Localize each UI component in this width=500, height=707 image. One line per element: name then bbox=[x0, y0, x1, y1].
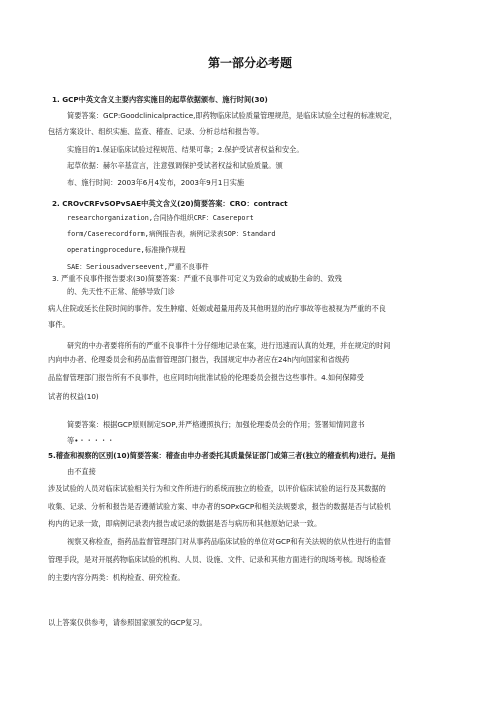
answer-line: 内向申办者、伦理委员会和药品监督管理部门报告，我国规定申办者应在24h内向国家和省级药 bbox=[48, 355, 350, 364]
answer-line: researchorganization,合同协作组织CRF：Casereport bbox=[67, 214, 254, 222]
question-4-heading: 试者的权益(10) bbox=[48, 392, 99, 401]
answer-line: 涉及试验的人员对临床试验相关行为和文件所进行的系统而独立的检查，以评价临床试验的运行及其数据的 bbox=[48, 484, 386, 493]
answer-line: 收集、记录、分析和报告是否遵循试验方案、申办者的SOPxGCP和相关法规要求，报告的数据是否与试验机 bbox=[48, 502, 391, 511]
answer-line: 视察又称检查，指药品监督管理部门对从事药品临床试验的单位对GCP和有关法规的依从性进行的监督 bbox=[67, 537, 391, 546]
answer-line: operatingprocedure,标准操作规程 bbox=[67, 246, 186, 254]
answer-line: 简要答案：GCP:Goodclinicalpractice,即药物临床试验质量管理规范，是临床试验全过程的标准规定， bbox=[67, 111, 397, 120]
answer-line: form/Caserecordform,病例报告表，病例记录表SOP：Standard bbox=[67, 230, 276, 238]
answer-line: 构内的记录一致，即病例记录表内报告或记录的数据是否与病历和其他原始记录一致。 bbox=[48, 519, 322, 528]
answer-line: 布、施行时间：2003年6月4发布，2003年9月1日实施 bbox=[67, 178, 245, 187]
question-2-heading: 2. CROvCRFvSOPvSAE中英文含义(20)简要答案：CRO：contract bbox=[52, 199, 288, 208]
question-3-heading: 3. 严重不良事件报告要求(30)简要答案：严重不良事件可定义为致命的或威胁生命的、致残 bbox=[52, 274, 342, 283]
answer-line: 事件。 bbox=[48, 320, 70, 329]
answer-line: 的、先天性不正常、能够导致门诊 bbox=[67, 287, 175, 296]
answer-line: 包括方案设计、组织实施、监查、稽查、记录、分析总结和报告等。 bbox=[48, 127, 264, 136]
answer-line: 病人住院或延长住院时间的事件。发生肿瘤、妊娠或超量用药及其他明显的治疗事故等也被视为严重的不良 bbox=[48, 304, 386, 313]
answer-line: 等•・・・・・ bbox=[67, 436, 115, 445]
answer-line: 研究的中办者要将所有的严重不良事件十分仔细地记录在案，进行迅速而认真的处理，并在规定的时间 bbox=[67, 341, 391, 350]
answer-line: 简要答案：根据GCP原则制定SOP,并严格遵照执行；加强伦理委员会的作用；签署知情同意书 bbox=[67, 420, 365, 429]
page-title: 第一部分必考题 bbox=[207, 56, 292, 70]
question-1-heading: 1. GCP中英文含义主要内容实施目的起草依据颁布、施行时间(30) bbox=[52, 95, 268, 104]
answer-line: 的主要内容分两类：机构检查、研究检查。 bbox=[48, 573, 185, 582]
answer-line: 实施目的1.保证临床试验过程规范、结果可靠；2.保护受试者权益和安全。 bbox=[67, 145, 304, 154]
answer-line: 管理手段，是对开展药物临床试验的机构、人员、设施、文件、记录和其他方面进行的现场考核。现场检查 bbox=[48, 555, 386, 564]
answer-line: 起草依据：赫尔辛基宣言，注意强调保护受试者权益和试验质量。颁 bbox=[67, 161, 283, 170]
answer-line: SAE：Seriousadverseevent,严重不良事件 bbox=[67, 263, 209, 271]
question-5-heading: 5.稽查和视察的区别(10)简要答案：稽查由申办者委托其质量保证部门或第三者(独立的稽查机构)进行。是指 bbox=[48, 451, 396, 460]
answer-line: 品监督管理部门报告所有不良事件，也应同时向批准试验的伦理委员会报告这些事件。4.如何保障受 bbox=[48, 373, 364, 382]
answer-line: 由不直接 bbox=[67, 467, 96, 476]
closing-note: 以上答案仅供参考，请参照国家颁发的GCP复习。 bbox=[48, 618, 207, 627]
